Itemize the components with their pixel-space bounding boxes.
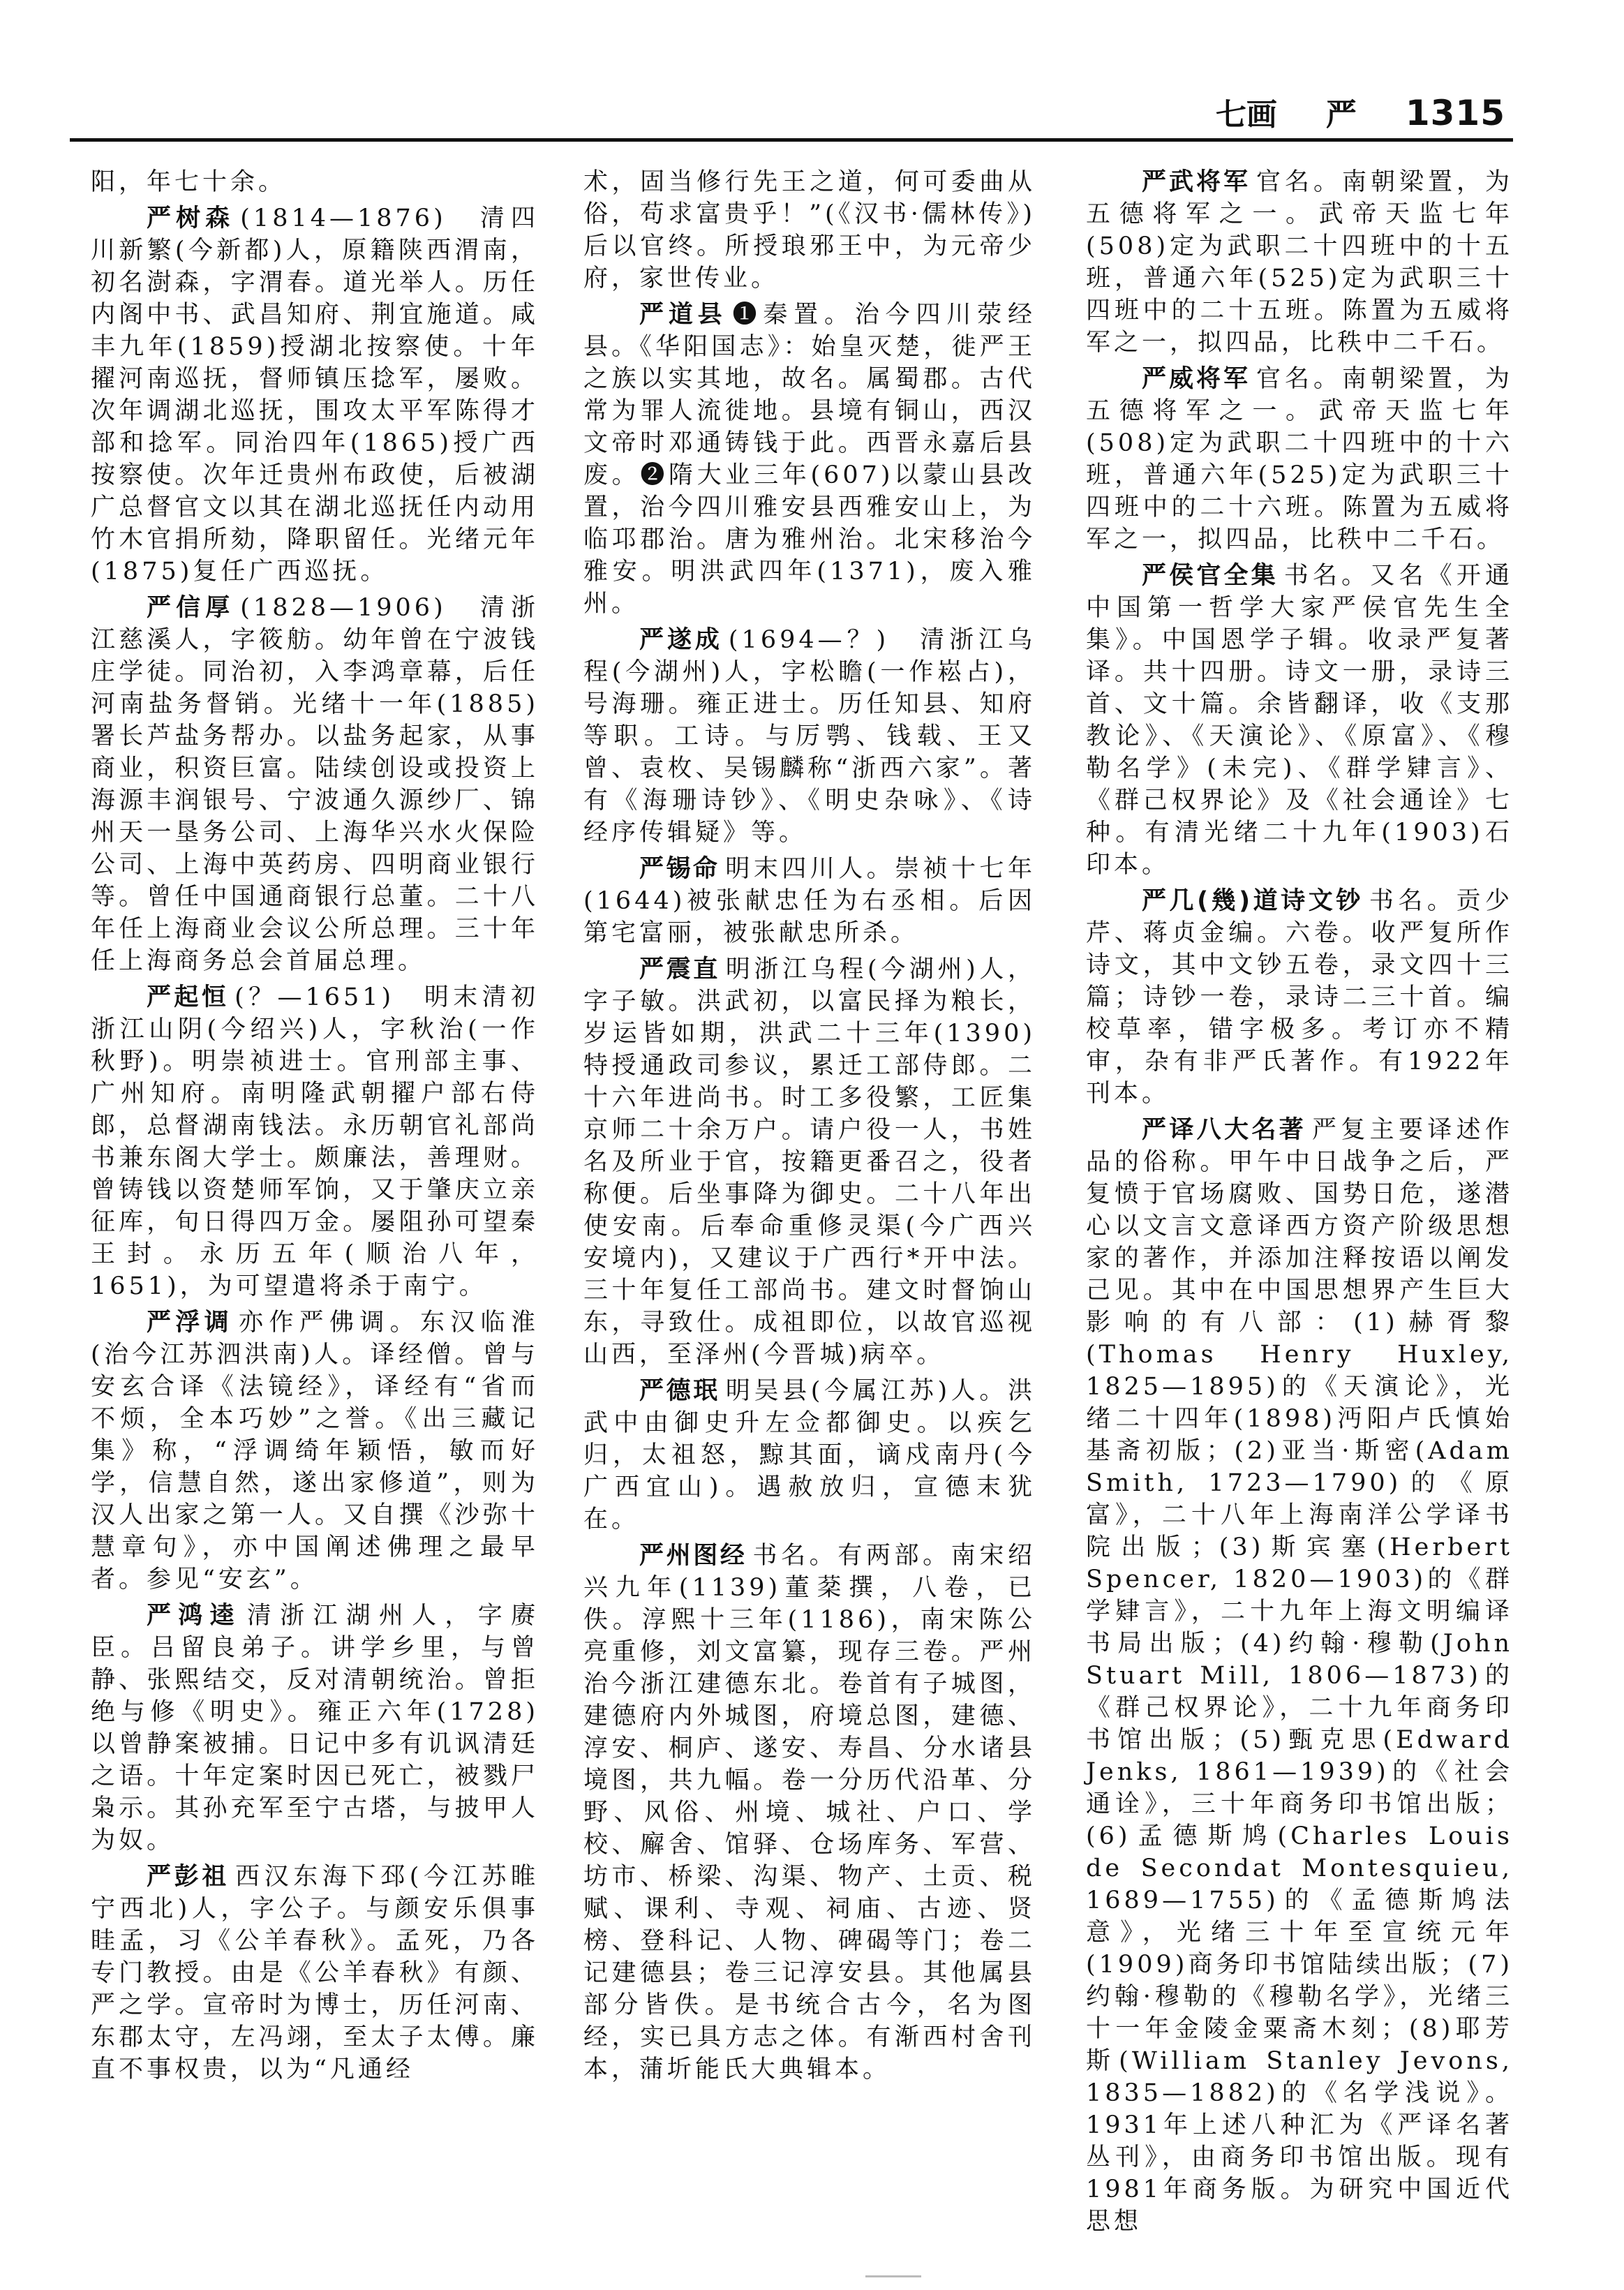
entry-body: 书名。又名《开通中国第一哲学大家严侯官先生全集》。中国恩学子辑。收录严复著译。共十四册。诗文一册，录诗三首、文十篇。余皆翻译，收《支那教论》、《天演论》、《原富》、《穆勒名学》(未完)、《群学肄言》、《群己权界论》及《社会通诠》七种。有清光绪二十九年(1903)石印本。	[1086, 562, 1513, 879]
entry-body: 官名。南朝梁置，为五德将军之一。武帝天监七年(508)定为武职二十四班中的十六班，普通六年(525)定为武职三十四班中的二十六班。陈置为五威将军之一，拟四品，比秩中二千石。	[1086, 365, 1513, 553]
entry-headword: 严鸿逵	[147, 1602, 241, 1630]
entry	[583, 299, 1036, 620]
entry	[91, 981, 539, 1302]
running-head-character: 严	[1325, 97, 1357, 133]
entry	[1086, 166, 1513, 359]
entry-continuation	[91, 166, 539, 198]
entry-headword: 严信厚	[147, 594, 235, 622]
running-head	[1216, 89, 1505, 134]
entry-headword: 严武将军	[1142, 168, 1251, 196]
entry-headword: 严树森	[147, 205, 235, 232]
entry	[583, 953, 1036, 1371]
entry	[91, 1600, 539, 1857]
entry-headword: 严威将军	[1142, 365, 1251, 393]
entry-body: 阳，年七十余。	[91, 168, 287, 196]
entry-body: (1828—1906) 清浙江慈溪人，字筱舫。幼年曾在宁波钱庄学徒。同治初，入李鸿章幕，后任河南盐务督销。光绪十一年(1885)署长芦盐务帮办。以盐务起家，从事商业，积资巨富。陆续创设或投资上海源丰润银号、宁波通久源纱厂、锦州天一垦务公司、上海华兴水火保险公司、上海中英药房、四明商业银行等。曾任中国通商银行总董。二十八年任上海商业会议公所总理。三十年任上海商务总会首届总理。	[91, 594, 539, 975]
entry-headword: 严浮调	[147, 1309, 233, 1337]
entry	[91, 202, 539, 588]
entry-body: 书名。有两部。南宋绍兴九年(1139)董棻撰，八卷，已佚。淳熙十三年(1186)，南宋陈公亮重修，刘文富纂，现存三卷。严州治今浙江建德东北。卷首有子城图，建德府内外城图，府境总图，建德、淳安、桐庐、遂安、寿昌、分水诸县境图，共九幅。卷一分历代沿革、分野、风俗、州境、城社、户口、学校、廨舍、馆驿、仓场库务、军营、坊市、桥梁、沟渠、物产、土贡、税赋、课利、寺观、祠庙、古迹、贤榜、登科记、人物、碑碣等门；卷二记建德县；卷三记淳安县。其他属县部分皆佚。是书统合古今，名为图经，实已具方志之体。有渐西村舍刊本，蒲圻能氏大典辑本。	[583, 1542, 1036, 2083]
entry-headword: 严德珉	[639, 1377, 720, 1405]
entry	[91, 592, 539, 977]
entry-headword: 严锡命	[639, 855, 720, 883]
entry-headword: 严彭祖	[147, 1863, 230, 1891]
entry	[91, 1861, 539, 2085]
entry	[583, 1540, 1036, 2085]
entry	[583, 624, 1036, 849]
entry	[1086, 560, 1513, 881]
entry	[583, 853, 1036, 949]
column-3	[1086, 166, 1513, 2242]
entry-headword: 严译八大名著	[1142, 1116, 1306, 1144]
scan-speck	[865, 2275, 921, 2277]
entry-body: 官名。南朝梁置，为五德将军之一。武帝天监七年(508)定为武职二十四班中的十五班，普通六年(525)定为武职三十四班中的二十五班。陈置为五威将军之一，拟四品，比秩中二千石。	[1086, 168, 1513, 357]
entry-body: 清浙江湖州人，字赓臣。吕留良弟子。讲学乡里，与曾静、张熙结交，反对清朝统治。曾拒绝与修《明史》。雍正六年(1728)以曾静案被捕。日记中多有讥讽清廷之语。十年定案时因已死亡，被戮尸枭示。其孙充军至宁古塔，与披甲人为奴。	[91, 1602, 539, 1854]
entry	[1086, 1114, 1513, 2238]
entry	[1086, 885, 1513, 1110]
entry	[583, 1375, 1036, 1536]
entry-body: 书名。贡少芹、蒋贞金编。六卷。收严复所作诗文，其中文钞五卷，录文四十三篇；诗钞一卷，录诗二三十首。编校草率，错字极多。考订亦不精审，杂有非严氏著作。有1922年刊本。	[1086, 887, 1513, 1108]
page-number: 1315	[1405, 93, 1505, 133]
entry	[1086, 363, 1513, 556]
entry-headword: 严州图经	[639, 1542, 747, 1570]
entry-headword: 严遂成	[639, 626, 723, 654]
column-1	[91, 166, 539, 2090]
entry-headword: 严起恒	[147, 983, 230, 1011]
running-head-section: 七画	[1215, 97, 1277, 133]
entry-headword: 严道县	[639, 301, 727, 329]
entry-headword: 严侯官全集	[1142, 562, 1279, 590]
entry-body: 明浙江乌程(今湖州)人，字子敏。洪武初，以富民择为粮长，岁运皆如期，洪武二十三年(1390)特授通政司参议，累迁工部侍郎。二十六年进尚书。时工多役繁，工匠集京师二十余万户。请户役一人，书姓名及所业于官，按籍更番召之，役者称便。后坐事降为御史。二十八年出使安南。后奉命重修灵渠(今广西兴安境内)，又建议于广西行*开中法。三十年复任工部尚书。建文时督饷山东，寻致仕。成祖即位，以故官巡视山西，至泽州(今晋城)病卒。	[583, 956, 1036, 1369]
entry-body: (1694—？) 清浙江乌程(今湖州)人，字松瞻(一作崧占)，号海珊。雍正进士。历任知县、知府等职。工诗。与厉鹗、钱载、王又曾、袁枚、吴锡麟称“浙西六家”。著有《海珊诗钞》、《明史杂咏》、《诗经序传辑疑》等。	[583, 626, 1036, 847]
header-rule	[70, 138, 1513, 142]
entry-body: 术，固当修行先王之道，何可委曲从俗，苟求富贵乎！”(《汉书·儒林传》)后以官终。所授琅邪王中，为元帝少府，家世传业。	[583, 168, 1036, 292]
entry-body: 严复主要译述作品的俗称。甲午中日战争之后，严复愤于官场腐败、国势日危，遂潜心以文言文意译西方资产阶级思想家的著作，并添加注释按语以阐发己见。其中在中国思想界产生巨大影响的有八部：(1)赫胥黎(Thomas Henry Huxley, 1825—1895)的《天演论》，光绪二十四年(1898)沔阳卢氏慎始基斋初版；(2)亚当·斯密(Adam Smith, 1723—1790)的《原富》，二十八年上海南洋公学译书院出版；(3)斯宾塞(Herbert Spencer, 1820—1903)的《群学肄言》，二十九年上海文明编译书局出版；(4)约翰·穆勒(John Stuart Mill, 1806—1873)的《群己权界论》，二十九年商务印书馆出版；(5)甄克思(Edward Jenks, 1861—1939)的《社会通诠》，三十年商务印书馆出版；(6)孟德斯鸠(Charles Louis de Secondat Montesquieu, 1689—1755)的《孟德斯鸠法意》，光绪三十年至宣统元年(1909)商务印书馆陆续出版；(7)约翰·穆勒的《穆勒名学》，光绪三十一年金陵金粟斋木刻；(8)耶芳斯(William Stanley Jevons, 1835—1882)的《名学浅说》。1931年上述八种汇为《严译名著丛刊》，由商务印书馆出版。现有1981年商务版。为研究中国近代思想	[1086, 1116, 1513, 2236]
column-2	[583, 166, 1036, 2090]
entry-body: 亦作严佛调。东汉临淮(治今江苏泗洪南)人。译经僧。曾与安玄合译《法镜经》，译经有“省而不烦，全本巧妙”之誉。《出三藏记集》称，“浮调绮年颖悟，敏而好学，信慧自然，遂出家修道”，则为汉人出家之第一人。又自撰《沙弥十慧章句》，亦中国阐述佛理之最早者。参见“安玄”。	[91, 1309, 539, 1593]
entry-body: ❶秦置。治今四川荥经县。《华阳国志》：始皇灭楚，徙严王之族以实其地，故名。属蜀郡。古代常为罪人流徙地。县境有铜山，西汉文帝时邓通铸钱于此。西晋永嘉后县废。❷隋大业三年(607)以蒙山县改置，治今四川雅安县西雅安山上，为临邛郡治。唐为雅州治。北宋移治今雅安。明洪武四年(1371)，废入雅州。	[583, 301, 1036, 618]
entry-body: 明吴县(今属江苏)人。洪武中由御史升左佥都御史。以疾乞归，太祖怒，黥其面，谪戍南丹(今广西宜山)。遇赦放归，宣德末犹在。	[583, 1377, 1036, 1533]
entry-body: 西汉东海下邳(今江苏睢宁西北)人，字公子。与颜安乐俱事眭孟，习《公羊春秋》。孟死，乃各专门教授。由是《公羊春秋》有颜、严之学。宣帝时为博士，历任河南、东郡太守，左冯翊，至太子太傅。廉直不事权贵，以为“凡通经	[91, 1863, 539, 2083]
entry-body: (？—1651) 明末清初浙江山阴(今绍兴)人，字秋治(一作秋野)。明崇祯进士。官刑部主事、广州知府。南明隆武朝擢户部右侍郎，总督湖南钱法。永历朝官礼部尚书兼东阁大学士。颇廉法，善理财。曾铸钱以资楚师军饷，又于肇庆立亲征库，旬日得四万金。屡阻孙可望秦王封。永历五年(顺治八年，1651)，为可望遣将杀于南宁。	[91, 983, 539, 1300]
entry-headword: 严震直	[639, 956, 720, 983]
entry-continuation	[583, 166, 1036, 295]
entry-body: 明末四川人。崇祯十七年(1644)被张献忠任为右丞相。后因第宅富丽，被张献忠所杀。	[583, 855, 1036, 947]
entry	[91, 1307, 539, 1596]
entry-body: (1814—1876) 清四川新繁(今新都)人，原籍陕西渭南，初名澍森，字渭春。道光举人。历任内阁中书、武昌知府、荆宜施道。咸丰九年(1859)授湖北按察使。十年擢河南巡抚，督师镇压捻军，屡败。次年调湖北巡抚，围攻太平军陈得才部和捻军。同治四年(1865)授广西按察使。次年迁贵州布政使，后被湖广总督官文以其在湖北巡抚任内动用竹木官捐所劾，降职留任。光绪元年(1875)复任广西巡抚。	[91, 205, 539, 586]
entry-headword: 严几(幾)道诗文钞	[1142, 887, 1364, 915]
